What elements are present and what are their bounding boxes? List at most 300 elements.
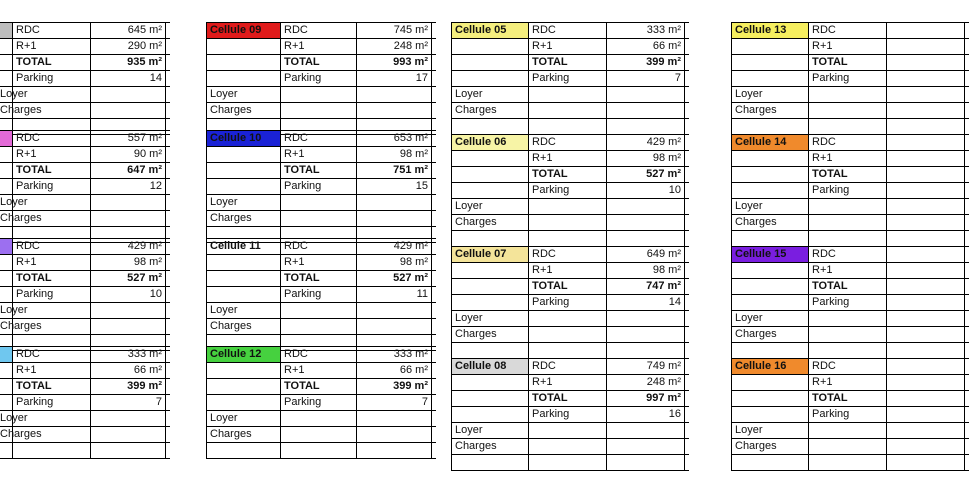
empty-cell: [887, 439, 965, 454]
table-row: [732, 39, 969, 55]
empty-cell: [887, 103, 965, 118]
table-row: [0, 347, 170, 363]
table-row: [732, 135, 969, 151]
table-row: [207, 271, 436, 287]
empty-cell: [207, 179, 281, 194]
empty-cell: [13, 195, 91, 210]
table-row: [207, 411, 436, 427]
row-label: Charges: [732, 215, 809, 230]
row-value: 290 m²: [91, 39, 166, 54]
empty-cell: [732, 39, 809, 54]
table-row: [207, 347, 436, 363]
table-row: [732, 423, 969, 439]
empty-cell: [887, 423, 965, 438]
row-value: [887, 135, 965, 150]
cell-block: [206, 238, 436, 351]
empty-cell: [809, 119, 887, 134]
empty-cell: [0, 71, 13, 86]
row-label: Loyer: [207, 87, 281, 102]
row-label: Loyer: [0, 195, 13, 210]
row-label: RDC: [809, 359, 887, 374]
row-value: [887, 23, 965, 38]
empty-cell: [607, 231, 685, 246]
cell-block: [451, 358, 689, 471]
row-label: TOTAL: [809, 167, 887, 182]
empty-cell: [732, 407, 809, 422]
row-label: Charges: [732, 439, 809, 454]
row-label: TOTAL: [281, 55, 357, 70]
row-label: Parking: [529, 71, 607, 86]
empty-cell: [452, 39, 529, 54]
row-value: 98 m²: [607, 151, 685, 166]
empty-cell: [607, 343, 685, 358]
row-label: Parking: [529, 295, 607, 310]
empty-cell: [91, 319, 166, 334]
table-row: [0, 363, 170, 379]
row-value: [887, 39, 965, 54]
empty-cell: [529, 343, 607, 358]
row-label: TOTAL: [809, 279, 887, 294]
empty-cell: [357, 103, 432, 118]
table-row: [732, 71, 969, 87]
empty-cell: [207, 55, 281, 70]
row-label: TOTAL: [529, 167, 607, 182]
table-row: [732, 279, 969, 295]
row-value: 7: [91, 395, 166, 410]
table-row: [0, 271, 170, 287]
empty-cell: [607, 87, 685, 102]
row-value: 66 m²: [607, 39, 685, 54]
empty-cell: [607, 327, 685, 342]
cell-name: Cellule 05: [452, 23, 529, 38]
empty-cell: [281, 195, 357, 210]
table-row: [0, 319, 170, 335]
cell-block: [731, 134, 969, 247]
row-label: Loyer: [0, 411, 13, 426]
table-row: [0, 147, 170, 163]
row-label: R+1: [281, 147, 357, 162]
row-value: 429 m²: [91, 239, 166, 254]
table-row: [732, 231, 969, 247]
row-label: Loyer: [0, 303, 13, 318]
row-label: R+1: [809, 263, 887, 278]
empty-cell: [281, 427, 357, 442]
empty-cell: [732, 263, 809, 278]
row-label: R+1: [13, 363, 91, 378]
row-value: 66 m²: [357, 363, 432, 378]
empty-cell: [732, 279, 809, 294]
row-label: Parking: [529, 183, 607, 198]
cell-name: Cellule 09: [207, 23, 281, 38]
row-value: 7: [357, 395, 432, 410]
row-label: Loyer: [732, 199, 809, 214]
empty-cell: [281, 211, 357, 226]
table-row: [452, 359, 689, 375]
table-row: [207, 131, 436, 147]
cell-name: [0, 239, 13, 254]
row-label: Charges: [0, 427, 13, 442]
row-label: Parking: [13, 71, 91, 86]
row-label: RDC: [13, 239, 91, 254]
row-value: 10: [91, 287, 166, 302]
row-label: Parking: [809, 71, 887, 86]
empty-cell: [452, 391, 529, 406]
row-value: [887, 71, 965, 86]
row-label: TOTAL: [13, 379, 91, 394]
empty-cell: [452, 375, 529, 390]
table-row: [452, 263, 689, 279]
empty-cell: [91, 103, 166, 118]
table-row: [452, 327, 689, 343]
table-row: [207, 195, 436, 211]
table-row: [452, 103, 689, 119]
row-label: RDC: [809, 247, 887, 262]
empty-cell: [0, 39, 13, 54]
table-row: [207, 443, 436, 459]
cell-name: Cellule 06: [452, 135, 529, 150]
empty-cell: [452, 71, 529, 86]
empty-cell: [0, 379, 13, 394]
row-label: Charges: [452, 103, 529, 118]
empty-cell: [452, 183, 529, 198]
row-value: [887, 407, 965, 422]
empty-cell: [452, 151, 529, 166]
empty-cell: [13, 211, 91, 226]
cell-name: Cellule 10: [207, 131, 281, 146]
table-row: [452, 71, 689, 87]
row-value: 429 m²: [357, 239, 432, 254]
empty-cell: [281, 319, 357, 334]
empty-cell: [91, 195, 166, 210]
row-label: Charges: [207, 103, 281, 118]
table-row: [207, 255, 436, 271]
empty-cell: [357, 87, 432, 102]
row-label: Loyer: [732, 423, 809, 438]
cell-block: [451, 134, 689, 247]
empty-cell: [809, 311, 887, 326]
empty-cell: [357, 211, 432, 226]
row-value: [887, 279, 965, 294]
empty-cell: [452, 407, 529, 422]
empty-cell: [809, 215, 887, 230]
empty-cell: [91, 211, 166, 226]
row-value: 98 m²: [607, 263, 685, 278]
empty-cell: [207, 379, 281, 394]
empty-cell: [207, 163, 281, 178]
table-row: [732, 103, 969, 119]
row-value: 98 m²: [357, 147, 432, 162]
row-value: 248 m²: [607, 375, 685, 390]
row-label: Loyer: [0, 87, 13, 102]
row-label: Charges: [207, 427, 281, 442]
row-value: 248 m²: [357, 39, 432, 54]
empty-cell: [529, 327, 607, 342]
table-row: [452, 119, 689, 135]
empty-cell: [452, 279, 529, 294]
empty-cell: [732, 375, 809, 390]
table-row: [207, 87, 436, 103]
row-label: Loyer: [452, 311, 529, 326]
table-row: [0, 239, 170, 255]
empty-cell: [91, 443, 166, 458]
table-row: [0, 103, 170, 119]
empty-cell: [809, 199, 887, 214]
empty-cell: [809, 327, 887, 342]
cell-block: [451, 246, 689, 359]
row-value: 7: [607, 71, 685, 86]
row-value: 751 m²: [357, 163, 432, 178]
table-row: [452, 167, 689, 183]
row-label: RDC: [281, 347, 357, 362]
empty-cell: [887, 119, 965, 134]
empty-cell: [91, 303, 166, 318]
empty-cell: [809, 439, 887, 454]
empty-cell: [887, 215, 965, 230]
table-row: [0, 303, 170, 319]
empty-cell: [809, 87, 887, 102]
table-row: [452, 407, 689, 423]
empty-cell: [529, 311, 607, 326]
cell-block: [731, 22, 969, 135]
cell-block: [731, 246, 969, 359]
row-label: RDC: [529, 359, 607, 374]
table-row: [0, 287, 170, 303]
cell-name: Cellule 08: [452, 359, 529, 374]
table-row: [0, 427, 170, 443]
row-value: [887, 55, 965, 70]
table-row: [732, 295, 969, 311]
table-row: [207, 427, 436, 443]
row-value: 333 m²: [607, 23, 685, 38]
empty-cell: [13, 319, 91, 334]
empty-cell: [0, 287, 13, 302]
empty-cell: [529, 231, 607, 246]
table-row: [452, 423, 689, 439]
cell-block: [451, 22, 689, 135]
row-label: R+1: [13, 39, 91, 54]
row-label: Loyer: [452, 423, 529, 438]
table-row: [207, 55, 436, 71]
table-row: [732, 183, 969, 199]
empty-cell: [452, 119, 529, 134]
table-row: [0, 39, 170, 55]
table-row: [452, 23, 689, 39]
row-label: Loyer: [452, 87, 529, 102]
table-row: [732, 23, 969, 39]
row-label: R+1: [529, 263, 607, 278]
row-value: 399 m²: [607, 55, 685, 70]
table-row: [452, 183, 689, 199]
table-row: [732, 247, 969, 263]
empty-cell: [732, 231, 809, 246]
empty-cell: [281, 87, 357, 102]
row-label: TOTAL: [529, 391, 607, 406]
table-row: [452, 455, 689, 471]
row-value: 649 m²: [607, 247, 685, 262]
table-row: [732, 87, 969, 103]
row-value: 66 m²: [91, 363, 166, 378]
row-label: TOTAL: [13, 55, 91, 70]
table-row: [207, 23, 436, 39]
row-label: RDC: [529, 247, 607, 262]
table-row: [452, 151, 689, 167]
table-row: [0, 163, 170, 179]
row-value: 645 m²: [91, 23, 166, 38]
empty-cell: [207, 363, 281, 378]
empty-cell: [207, 147, 281, 162]
table-row: [732, 343, 969, 359]
empty-cell: [607, 455, 685, 470]
table-row: [732, 391, 969, 407]
table-row: [732, 55, 969, 71]
table-row: [0, 131, 170, 147]
row-value: 527 m²: [607, 167, 685, 182]
row-label: RDC: [13, 23, 91, 38]
row-label: RDC: [529, 135, 607, 150]
table-row: [207, 239, 436, 255]
empty-cell: [887, 327, 965, 342]
cell-name: Cellule 07: [452, 247, 529, 262]
table-row: [452, 439, 689, 455]
empty-cell: [0, 255, 13, 270]
empty-cell: [607, 119, 685, 134]
row-value: 98 m²: [357, 255, 432, 270]
empty-cell: [732, 119, 809, 134]
empty-cell: [452, 167, 529, 182]
cell-name: Cellule 15: [732, 247, 809, 262]
row-label: Parking: [281, 395, 357, 410]
table-row: [0, 71, 170, 87]
row-value: 749 m²: [607, 359, 685, 374]
empty-cell: [0, 179, 13, 194]
empty-cell: [357, 195, 432, 210]
empty-cell: [452, 295, 529, 310]
empty-cell: [0, 395, 13, 410]
empty-cell: [732, 71, 809, 86]
empty-cell: [732, 55, 809, 70]
row-label: Charges: [207, 319, 281, 334]
row-label: Charges: [732, 103, 809, 118]
cell-block: [0, 346, 170, 459]
row-label: R+1: [809, 151, 887, 166]
row-label: Loyer: [452, 199, 529, 214]
empty-cell: [887, 455, 965, 470]
empty-cell: [732, 455, 809, 470]
empty-cell: [607, 215, 685, 230]
row-label: R+1: [13, 147, 91, 162]
empty-cell: [809, 423, 887, 438]
empty-cell: [207, 271, 281, 286]
table-row: [452, 39, 689, 55]
table-row: [732, 167, 969, 183]
cell-name: Cellule 16: [732, 359, 809, 374]
row-label: Loyer: [207, 303, 281, 318]
row-label: Parking: [13, 179, 91, 194]
row-value: 527 m²: [91, 271, 166, 286]
empty-cell: [732, 391, 809, 406]
row-label: Loyer: [732, 311, 809, 326]
empty-cell: [529, 103, 607, 118]
empty-cell: [91, 87, 166, 102]
table-row: [0, 395, 170, 411]
table-row: [452, 343, 689, 359]
row-label: TOTAL: [13, 163, 91, 178]
empty-cell: [732, 183, 809, 198]
empty-cell: [0, 147, 13, 162]
row-label: Loyer: [207, 411, 281, 426]
empty-cell: [13, 411, 91, 426]
empty-cell: [281, 303, 357, 318]
row-label: Charges: [0, 211, 13, 226]
row-value: 16: [607, 407, 685, 422]
table-row: [452, 231, 689, 247]
empty-cell: [529, 455, 607, 470]
empty-cell: [91, 427, 166, 442]
row-value: [887, 183, 965, 198]
cell-name: Cellule 14: [732, 135, 809, 150]
table-row: [452, 135, 689, 151]
table-row: [0, 443, 170, 459]
row-label: Loyer: [207, 195, 281, 210]
empty-cell: [13, 87, 91, 102]
empty-cell: [732, 167, 809, 182]
row-value: 557 m²: [91, 131, 166, 146]
row-label: RDC: [281, 239, 357, 254]
row-value: 399 m²: [357, 379, 432, 394]
table-row: [732, 199, 969, 215]
row-label: Parking: [281, 287, 357, 302]
cell-name: Cellule 12: [207, 347, 281, 362]
empty-cell: [529, 119, 607, 134]
empty-cell: [529, 199, 607, 214]
row-value: 10: [607, 183, 685, 198]
row-value: [887, 359, 965, 374]
cell-block: [731, 358, 969, 471]
empty-cell: [529, 423, 607, 438]
table-row: [452, 215, 689, 231]
row-value: [887, 391, 965, 406]
table-row: [452, 391, 689, 407]
table-row: [732, 215, 969, 231]
table-row: [732, 263, 969, 279]
empty-cell: [0, 363, 13, 378]
row-label: TOTAL: [281, 163, 357, 178]
empty-cell: [452, 343, 529, 358]
table-row: [0, 411, 170, 427]
empty-cell: [809, 455, 887, 470]
empty-cell: [281, 411, 357, 426]
row-value: [887, 375, 965, 390]
row-label: RDC: [13, 347, 91, 362]
table-row: [452, 311, 689, 327]
row-value: 333 m²: [91, 347, 166, 362]
empty-cell: [452, 263, 529, 278]
empty-cell: [357, 303, 432, 318]
row-label: R+1: [809, 375, 887, 390]
table-row: [0, 179, 170, 195]
empty-cell: [732, 151, 809, 166]
row-value: [887, 295, 965, 310]
empty-cell: [607, 199, 685, 214]
empty-cell: [529, 215, 607, 230]
row-value: 997 m²: [607, 391, 685, 406]
empty-cell: [357, 411, 432, 426]
empty-cell: [887, 343, 965, 358]
table-row: [452, 375, 689, 391]
empty-cell: [452, 455, 529, 470]
row-label: R+1: [809, 39, 887, 54]
row-value: 647 m²: [91, 163, 166, 178]
